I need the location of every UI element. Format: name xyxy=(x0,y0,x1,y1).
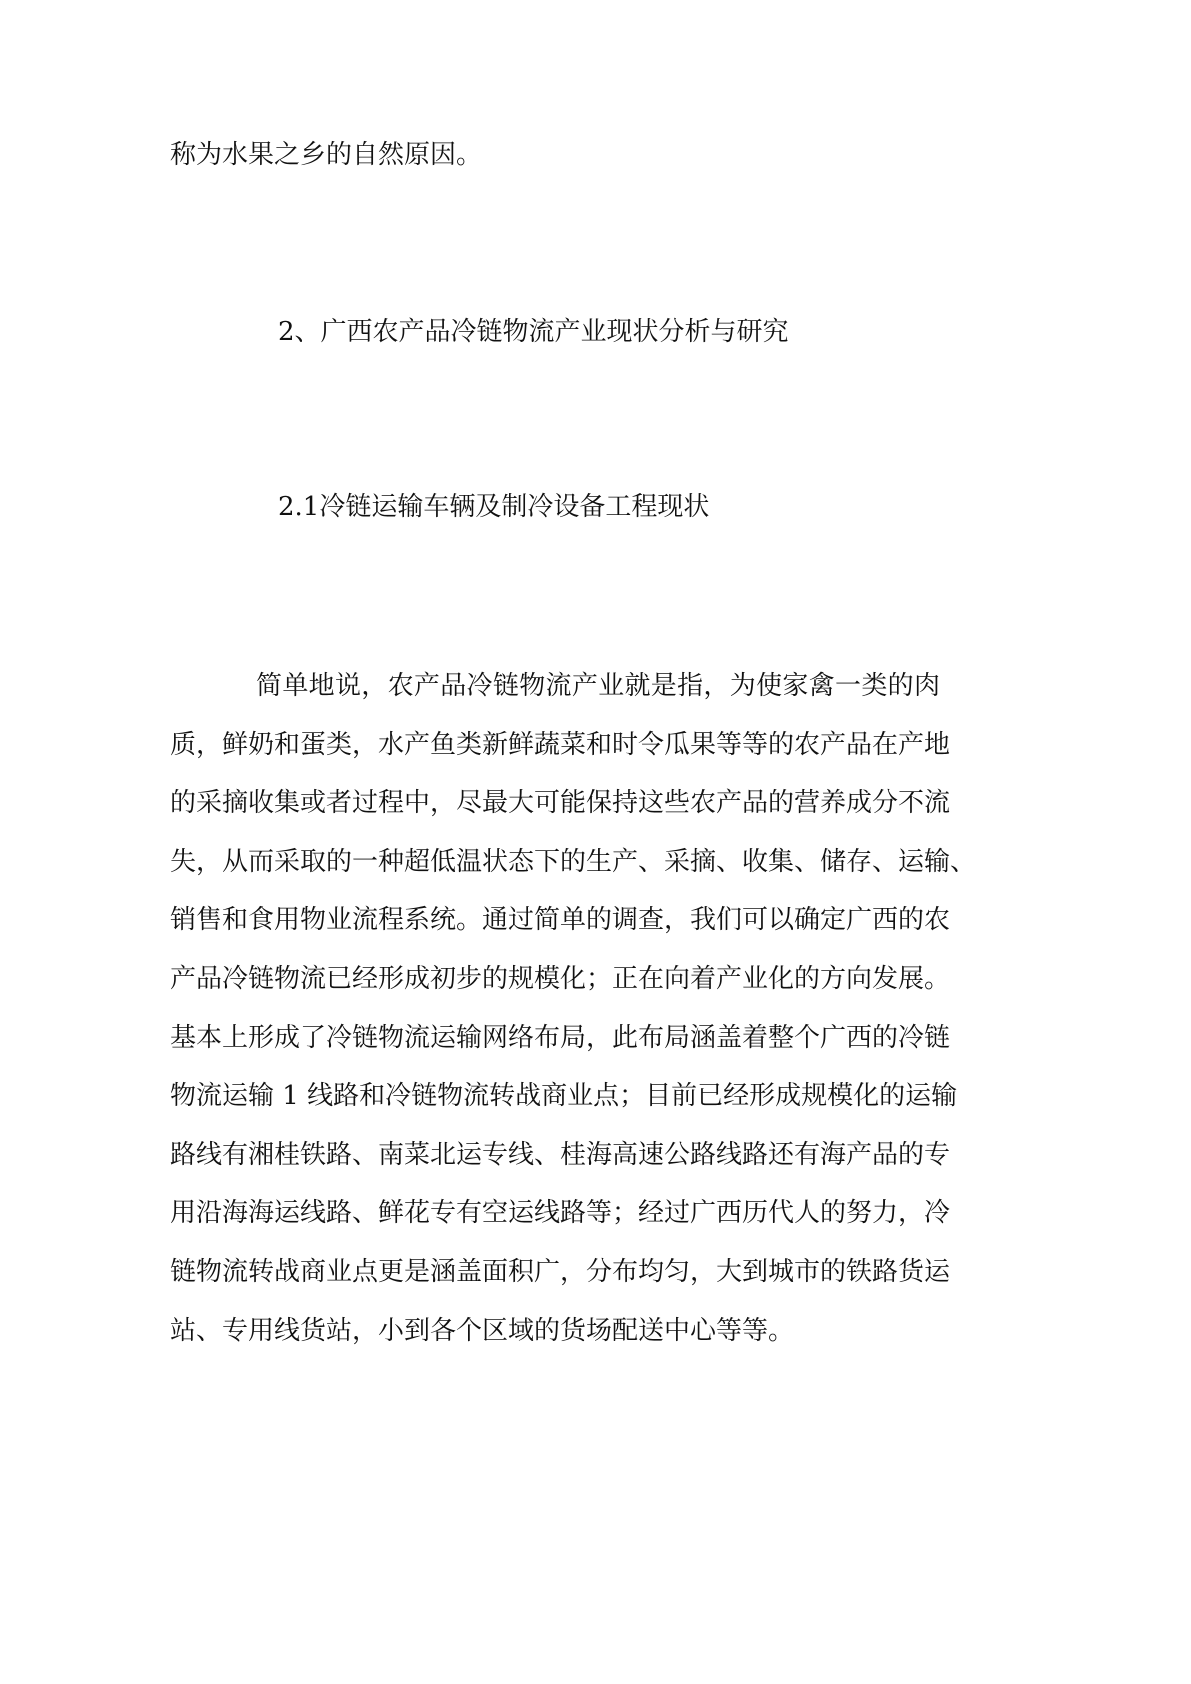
paragraph-line: 链物流转战商业点更是涵盖面积广，分布均匀，大到城市的铁路货运 xyxy=(170,1257,951,1287)
paragraph-line: 质，鲜奶和蛋类，水产鱼类新鲜蔬菜和时令瓜果等等的农产品在产地 xyxy=(170,729,951,760)
paragraph-line: 基本上形成了冷链物流运输网络布局，此布局涵盖着整个广西的冷链 xyxy=(170,1022,951,1053)
paragraph-line: 失，从而采取的一种超低温状态下的生产、采摘、收集、储存、运输、 xyxy=(170,846,977,877)
carryover-text-line: 称为水果之乡的自然原因。 xyxy=(170,140,483,170)
subsection-heading: 2.1冷链运输车辆及制冷设备工程现状 xyxy=(278,492,710,522)
paragraph-line: 用沿海海运线路、鲜花专有空运线路等；经过广西历代人的努力，冷 xyxy=(170,1198,951,1229)
paragraph-line: 简单地说，农产品冷链物流产业就是指，为使家禽一类的肉 xyxy=(256,671,940,701)
paragraph-line: 物流运输 1 线路和冷链物流转战商业点；目前已经形成规模化的运输 xyxy=(170,1081,958,1112)
paragraph-line: 的采摘收集或者过程中，尽最大可能保持这些农产品的营养成分不流 xyxy=(170,788,951,819)
paragraph-line: 销售和食用物业流程系统。通过简单的调查，我们可以确定广西的农 xyxy=(170,905,951,936)
paragraph-line: 产品冷链物流已经形成初步的规模化；正在向着产业化的方向发展。 xyxy=(170,964,951,994)
paragraph-line: 站、专用线货站，小到各个区域的货场配送中心等等。 xyxy=(170,1315,795,1346)
section-heading: 2、广西农产品冷链物流产业现状分析与研究 xyxy=(278,317,789,347)
paragraph-line: 路线有湘桂铁路、南菜北运专线、桂海高速公路线路还有海产品的专 xyxy=(170,1139,951,1170)
